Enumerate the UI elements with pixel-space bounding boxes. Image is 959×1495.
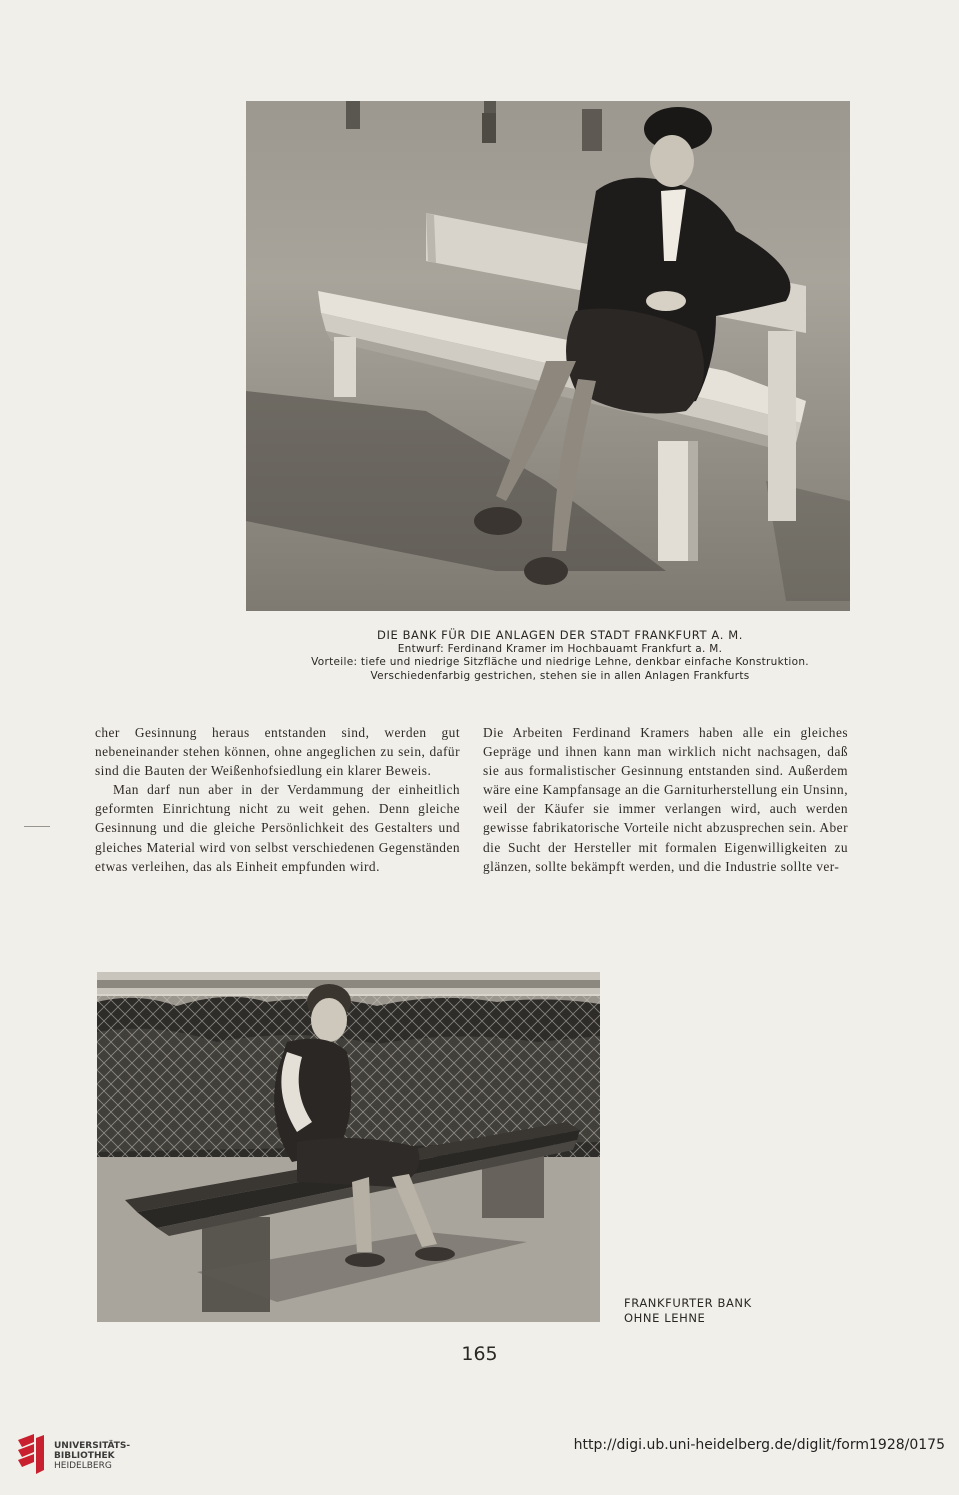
margin-mark (24, 826, 50, 827)
library-name-line: BIBLIOTHEK (54, 1451, 115, 1461)
bench-photo-top (246, 101, 850, 611)
caption-designer: Entwurf: Ferdinand Kramer im Hochbauamt Frankfurt a. M. (397, 643, 723, 655)
bench-photo-top-drawing (246, 101, 850, 611)
source-url-link[interactable]: http://digi.ub.uni-heidelberg.de/diglit/form1928/0175 (573, 1437, 945, 1453)
text-column-left (95, 723, 460, 876)
top-figure-caption (246, 628, 874, 683)
library-name (54, 1441, 130, 1471)
library-logo-icon (12, 1432, 48, 1476)
bench-photo-bottom (97, 972, 600, 1322)
paragraph: Man darf nun aber in der Verdammung der einheitlich geformten Einrichtung nicht zu weit gehen. Denn gleiche Gesinnung und die gleiche Persönlichkeit des Gestalters und gleiches Material wird von selbst verschiedenen Gegenständen etwas verleihen, das als Einheit empfunden wird. (95, 782, 460, 874)
bench-photo-bottom-drawing (97, 972, 600, 1322)
page-number: 165 (461, 1343, 498, 1365)
library-name-line: HEIDELBERG (54, 1461, 112, 1471)
caption-line: FRANKFURTER BANK (624, 1296, 752, 1310)
library-name-line: UNIVERSITÄTS- (54, 1441, 131, 1451)
text-column-right (483, 723, 848, 876)
caption-advantages: Vorteile: tiefe und niedrige Sitzfläche und niedrige Lehne, denkbar einfache Konstruktion. (311, 656, 809, 669)
caption-line: OHNE LEHNE (624, 1311, 706, 1325)
bottom-figure-caption (624, 1296, 752, 1326)
library-logo[interactable] (12, 1432, 162, 1476)
paragraph: cher Gesinnung heraus entstanden sind, werden gut nebeneinander stehen können, ohne angeglichen zu sein, dafür sind die Bauten der Weißenhofsiedlung ein klarer Beweis. (95, 725, 460, 779)
paragraph: Die Arbeiten Ferdinand Kramers haben alle ein gleiches Gepräge und ihnen kann man wirklich nicht nachsagen, daß sie aus formalistischer Gesinnung entstanden sind. Außerdem wäre eine Kampfansage an die Garniturherstellung ein Unsinn, weil der Käufer sie immer verlangen wird, auch werden gewisse fabrikatorische Vorteile nicht abzusprechen sein. Aber die Sucht der Hersteller mit formalen Eigenwilligkeiten zu glänzen, sollte bekämpft werden, und die Industrie sollte ver- (483, 725, 848, 874)
caption-note: Verschiedenfarbig gestrichen, stehen sie in allen Anlagen Frankfurts (370, 669, 750, 682)
caption-title: DIE BANK FÜR DIE ANLAGEN DER STADT FRANKFURT A. M. (377, 628, 743, 642)
